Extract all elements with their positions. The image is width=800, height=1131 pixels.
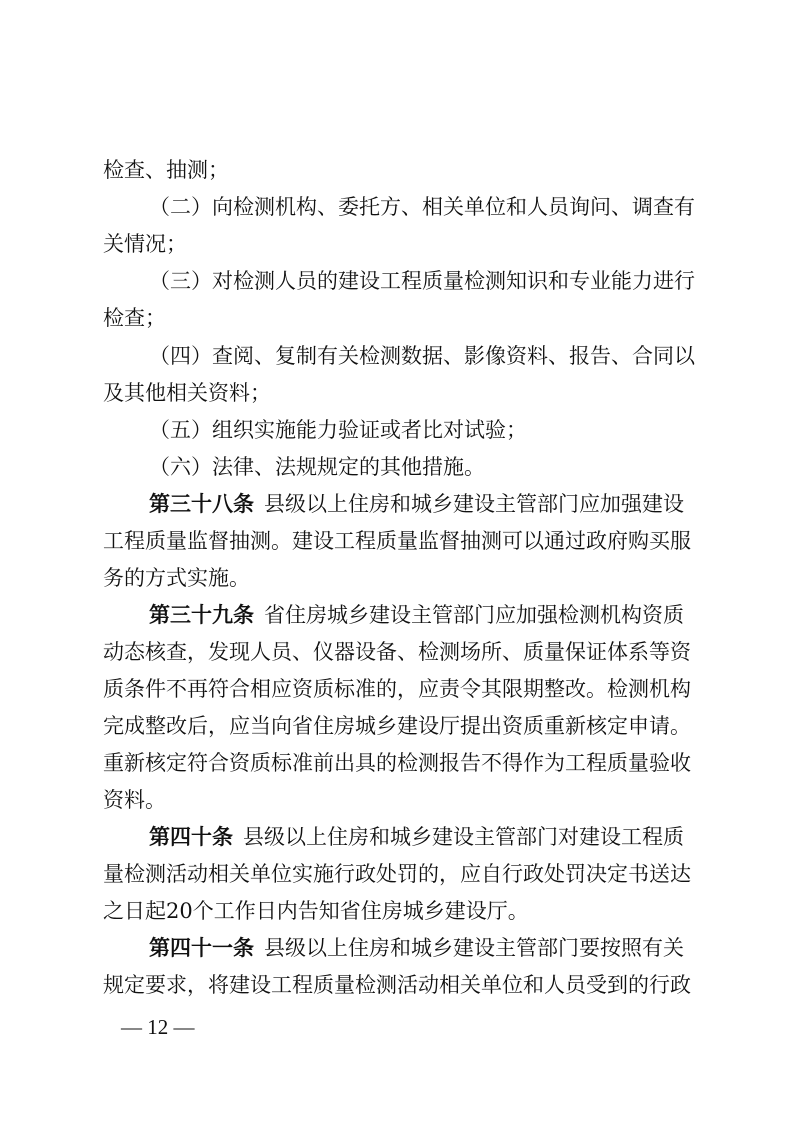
article-38-heading: 第三十八条 bbox=[149, 491, 254, 516]
article-40-first-line bbox=[149, 822, 800, 852]
text-line: 检查； bbox=[103, 306, 166, 330]
article-40-text: 县级以上住房和城乡建设主管部门对建设工程质 bbox=[243, 825, 684, 849]
text-line: 及其他相关资料； bbox=[103, 381, 271, 405]
article-38-text: 县级以上住房和城乡建设主管部门应加强建设 bbox=[264, 492, 684, 516]
article-40-heading: 第四十条 bbox=[149, 824, 233, 849]
text-line: 动态核查，发现人员、仪器设备、检测场所、质量保证体系等资 bbox=[103, 640, 691, 664]
text-line: 资料。 bbox=[103, 788, 166, 812]
article-41-text: 县级以上住房和城乡建设主管部门要按照有关 bbox=[264, 936, 684, 960]
article-39-text: 省住房城乡建设主管部门应加强检测机构资质 bbox=[264, 603, 684, 627]
list-item-6: （六）法律、法规规定的其他措施。 bbox=[149, 455, 485, 479]
page-number: — 12 — bbox=[121, 1015, 195, 1039]
article-41-heading: 第四十一条 bbox=[149, 935, 254, 960]
text-line: 务的方式实施。 bbox=[103, 566, 250, 590]
text-line: 工程质量监督抽测。建设工程质量监督抽测可以通过政府购买服 bbox=[103, 529, 691, 553]
text-line: 检查、抽测； bbox=[103, 158, 229, 182]
text-line: 完成整改后，应当向省住房城乡建设厅提出资质重新核定申请。 bbox=[103, 714, 691, 738]
article-39-first-line bbox=[149, 600, 800, 630]
article-41-first-line bbox=[149, 933, 800, 963]
text-line: 质条件不再符合相应资质标准的，应责令其限期整改。检测机构 bbox=[103, 677, 691, 701]
text-line: 规定要求，将建设工程质量检测活动相关单位和人员受到的行政 bbox=[103, 973, 691, 997]
list-item-3: （三）对检测人员的建设工程质量检测知识和专业能力进行 bbox=[149, 269, 695, 293]
text-line: 关情况； bbox=[103, 232, 187, 256]
article-39-heading: 第三十九条 bbox=[149, 602, 254, 627]
list-item-2: （二）向检测机构、委托方、相关单位和人员询问、调查有 bbox=[149, 195, 695, 219]
text-line: 之日起20个工作日内告知省住房城乡建设厅。 bbox=[103, 899, 529, 923]
article-38-first-line bbox=[149, 489, 800, 519]
list-item-5: （五）组织实施能力验证或者比对试验； bbox=[149, 418, 527, 442]
text-line: 量检测活动相关单位实施行政处罚的，应自行政处罚决定书送达 bbox=[103, 862, 691, 886]
list-item-4: （四）查阅、复制有关检测数据、影像资料、报告、合同以 bbox=[149, 344, 695, 368]
text-line: 重新核定符合资质标准前出具的检测报告不得作为工程质量验收 bbox=[103, 751, 691, 775]
